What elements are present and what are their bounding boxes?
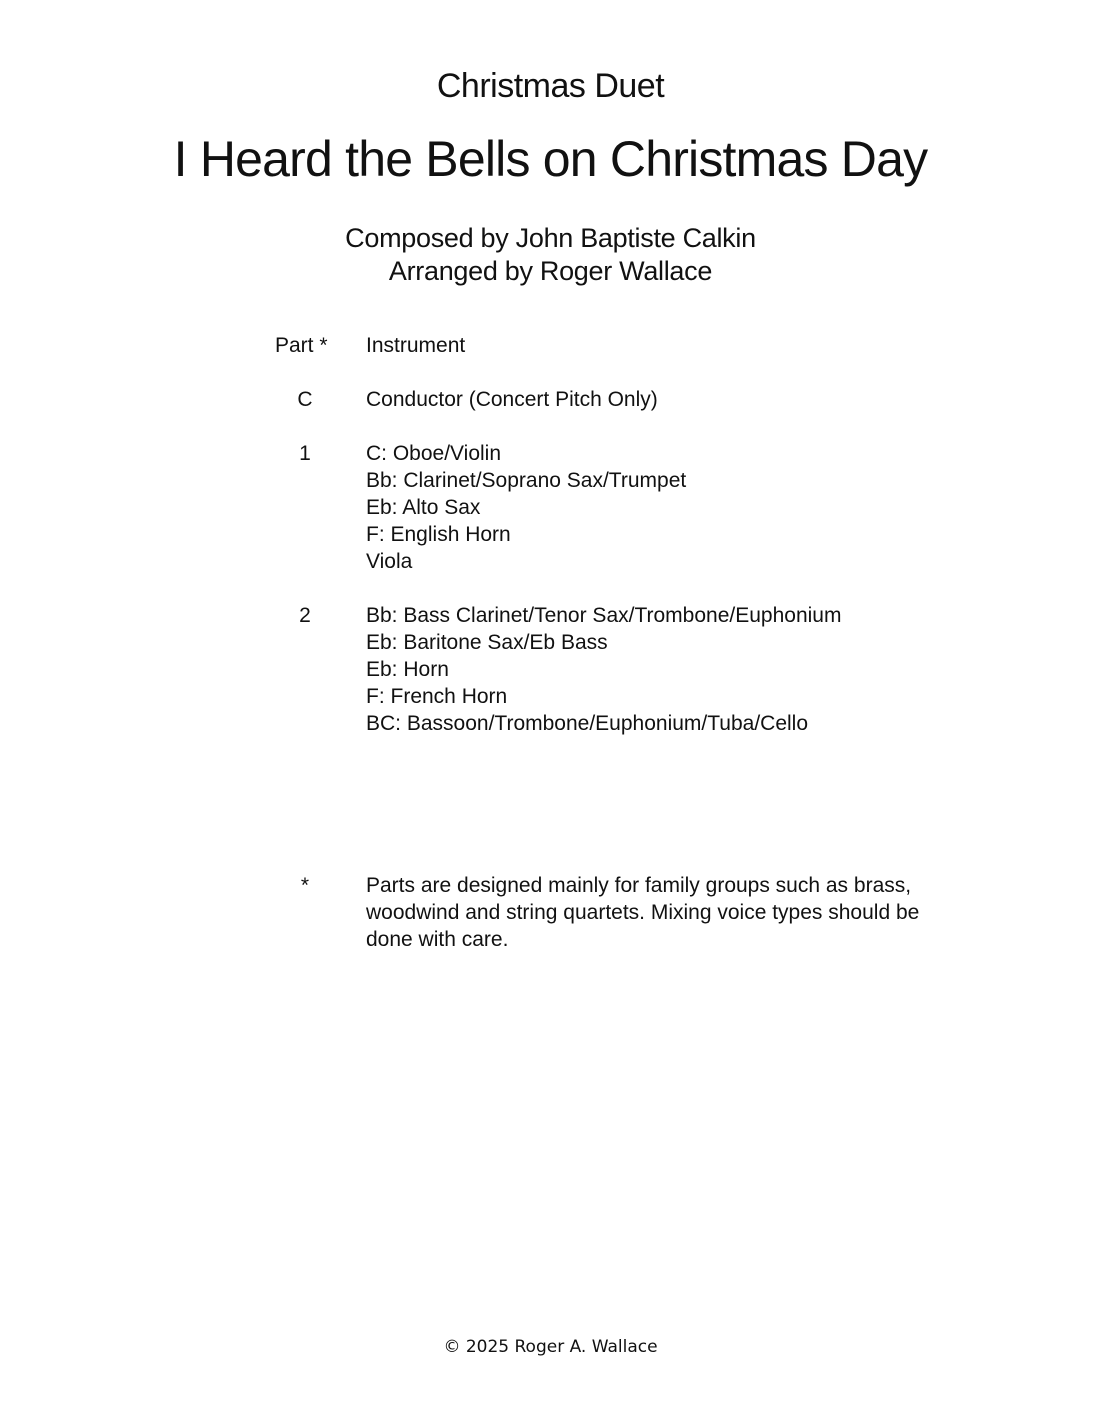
- instrument-item: Eb: Baritone Sax/Eb Bass: [366, 631, 608, 654]
- part-row-2: [270, 602, 970, 737]
- part-row-1: [270, 440, 970, 575]
- instrument-item: C: Oboe/Violin: [366, 442, 502, 465]
- instrument-list: [366, 602, 970, 737]
- page-subtitle: Christmas Duet: [436, 67, 665, 105]
- instrument-list: [366, 386, 970, 413]
- parts-table-header: [270, 332, 970, 359]
- composer-credit: Composed by John Baptiste Calkin: [345, 223, 756, 253]
- instrument-item: F: English Horn: [366, 523, 511, 546]
- part-label: 1: [299, 442, 311, 465]
- instrument-item: Bb: Bass Clarinet/Tenor Sax/Trombone/Euphonium: [366, 604, 842, 627]
- instrument-item: Viola: [366, 550, 413, 573]
- credits-block: [0, 222, 1101, 288]
- footnote: [270, 872, 970, 953]
- part-label: C: [297, 388, 313, 411]
- instrument-item: Bb: Clarinet/Soprano Sax/Trumpet: [366, 469, 687, 492]
- parts-table: [270, 332, 970, 953]
- copyright-notice: © 2025 Roger A. Wallace: [443, 1337, 658, 1357]
- part-label: 2: [299, 604, 311, 627]
- instrument-item: Eb: Horn: [366, 658, 449, 681]
- part-column-header: Part *: [275, 334, 328, 357]
- footnote-marker: *: [300, 874, 310, 897]
- instrument-item: BC: Bassoon/Trombone/Euphonium/Tuba/Cello: [366, 712, 809, 735]
- instrument-list: [366, 440, 970, 575]
- page-title: I Heard the Bells on Christmas Day: [173, 131, 928, 187]
- arranger-credit: Arranged by Roger Wallace: [388, 256, 713, 286]
- instrument-item: Eb: Alto Sax: [366, 496, 481, 519]
- instrument-item: F: French Horn: [366, 685, 508, 708]
- instrument-item: Conductor (Concert Pitch Only): [366, 388, 658, 411]
- instrument-column-header: Instrument: [366, 334, 466, 357]
- footnote-text: Parts are designed mainly for family groups such as brass, woodwind and string quartets. Mixing voice types should be done with care.: [366, 874, 920, 951]
- part-row-c: [270, 386, 970, 413]
